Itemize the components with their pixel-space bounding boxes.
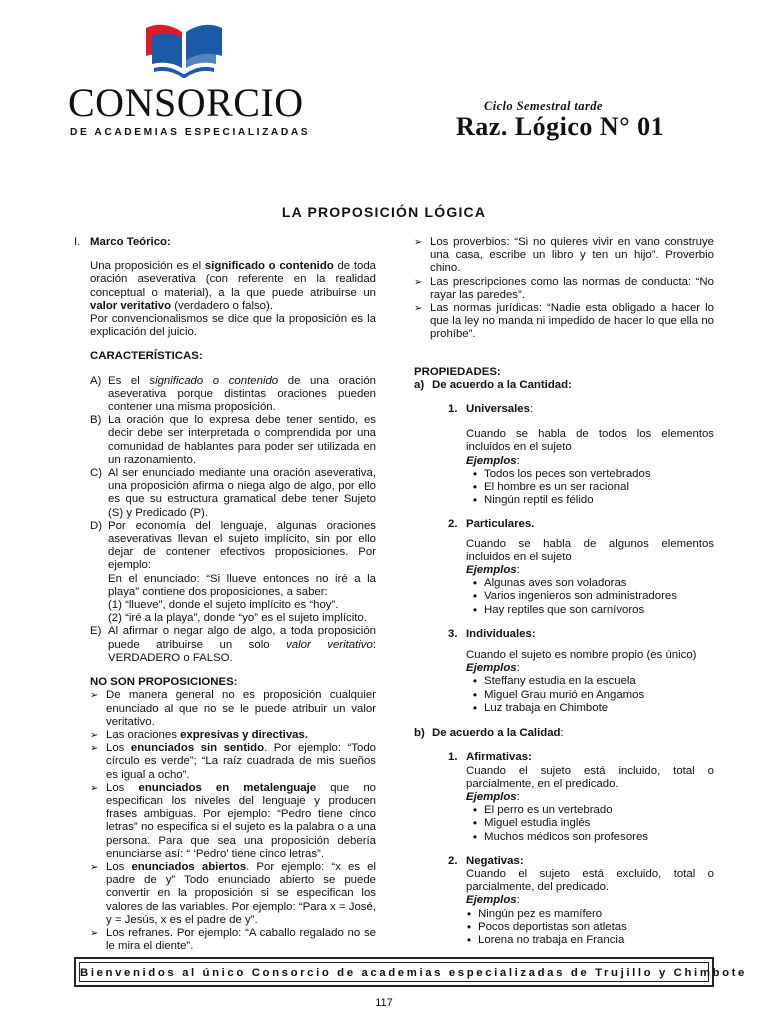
logo-subtitle: DE ACADEMIAS ESPECIALIZADAS — [70, 127, 311, 138]
list-item: • Luz trabaja en Chimbote — [472, 700, 609, 715]
examples-list — [466, 675, 714, 715]
non-propositions-heading: NO SON PROPOSICIONES: — [90, 676, 238, 689]
arrow-bullet-icon: ➢ — [414, 303, 423, 315]
arrow-bullet-icon: ➢ — [90, 690, 99, 702]
list-item: C) Al ser enunciado mediante una oración aseverativa, una proposición afirma o niega algo de algo, por ello es que su estructura gramatical debe tener Sujeto (S) y Predicado (P). — [90, 467, 376, 519]
list-item: ➢ De manera general no es proposición cualquier enunciado al que no se le puede atribuir un valor veritativo. — [90, 689, 376, 728]
arrow-bullet-icon: ➢ — [90, 729, 99, 741]
list-item: ➢ Las prescripciones como las normas de conducta: “No rayar las paredes”. — [414, 275, 714, 301]
arrow-bullet-icon: ➢ — [90, 927, 99, 939]
characteristics-list — [90, 375, 376, 665]
list-item: • Muchos médicos son profesores — [472, 829, 648, 844]
list-item: A) Es el significado o contenido de una oración aseverativa porque distintas oraciones pueden contener una misma proposición. — [90, 374, 377, 414]
item-heading: 2. Negativas: — [448, 854, 524, 867]
list-item: • Steffany estudia en la escuela — [472, 674, 636, 689]
arrow-bullet-icon: ➢ — [90, 861, 99, 873]
examples-list — [466, 804, 714, 844]
arrow-bullet-icon: ➢ — [90, 743, 99, 755]
list-item: • Algunas aves son voladoras — [472, 576, 627, 591]
item-text: Cuando el sujeto está incluido, total o parcialmente, en el predicado. — [466, 764, 714, 790]
list-item: • El perro es un vertebrado — [472, 803, 613, 818]
properties-heading: PROPIEDADES: — [414, 365, 501, 378]
item-text: Cuando el sujeto está excluido, total o parcialmente, del predicado. — [466, 867, 714, 894]
item-heading: 3. Individuales: — [448, 627, 536, 640]
footer-banner — [74, 957, 747, 987]
list-item: D) Por economía del lenguaje, algunas oraciones aseverativas llevan el sujeto implícito, sin por ello dejar de contener efectivos proposiciones. Por ejemplo: En el enunciado: “Si llueve entonces no iré a la playa” contiene dos proposiciones, a saber: (1) “llueve”, donde el sujeto implícito es “hoy”. (2) “iré a la playa”, donde “yo” es el sujeto implícito. — [90, 519, 376, 625]
list-item: • Miguel estudia inglés — [472, 816, 591, 831]
list-item: ➢ Los enunciados sin sentido. Por ejemplo: “Todo círculo es verde”; “La raíz cuadrada de mis sueños es igual a ocho”. — [90, 742, 376, 781]
book-logo-icon — [144, 22, 224, 82]
course-title: Raz. Lógico N° 01 — [456, 112, 665, 141]
list-item: ➢ Los refranes. Por ejemplo: “A caballo regalado no se le mira el diente”. — [90, 926, 376, 953]
characteristics-heading: CARACTERÍSTICAS: — [90, 350, 203, 363]
list-item: ➢ Los enunciados en metalenguaje que no especifican los niveles del lenguaje y producen frases ambiguas. Por ejemplo: “Pedro tiene cinco letras” no especifica si el sujeto es la palabra o a una persona. Para que sea una proposición debería enunciarse así: “ ‘Pedro’ tiene cinco letras”. — [90, 781, 376, 860]
list-item: • Ningún reptil es félido — [472, 493, 594, 508]
list-item: • Ningún pez es mamífero — [466, 906, 603, 921]
examples-label: Ejemplos: — [466, 790, 520, 803]
list-item: • Varios ingenieros son administradores — [472, 589, 677, 604]
list-item: ➢ Las oraciones expresivas y directivas. — [90, 728, 309, 741]
right-column — [414, 236, 714, 947]
examples-label: Ejemplos: — [466, 564, 520, 577]
intro-paragraph-2: Por convencionalismos se dice que la proposición es la explicación del juicio. — [90, 313, 376, 339]
intro-paragraph: Una proposición es el significado o contenido de toda oración aseverativa (con referente en la realidad conceptual o material), a la que puede atribuirse un valor veritativo (verdadero o falso). — [90, 260, 377, 312]
examples-list — [466, 468, 714, 508]
item-heading: 2. Particulares. — [448, 518, 535, 531]
examples-label: Ejemplos: — [466, 662, 520, 675]
subsection-heading: a) De acuerdo a la Cantidad: — [414, 378, 572, 391]
section-heading: I. Marco Teórico: — [74, 236, 171, 248]
list-item: ➢ Los enunciados abiertos. Por ejemplo: “x es el padre de y” Todo enunciado abierto se puede convertir en la proposición si se especifican los valores de las variables. Por ejemplo: “Para x = José, y = Jesús, x es el padre de y”. — [90, 860, 376, 926]
arrow-bullet-icon: ➢ — [414, 237, 423, 248]
examples-list — [460, 908, 714, 948]
item-heading: 1. Afirmativas: — [448, 751, 532, 764]
item-text: Cuando se habla de algunos elementos incluidos en el sujeto — [466, 537, 714, 563]
examples-label: Ejemplos: — [466, 894, 520, 907]
list-item: • Todos los peces son vertebrados — [472, 466, 651, 481]
document-title: LA PROPOSICIÓN LÓGICA — [281, 204, 487, 220]
non-propositions-list — [90, 689, 376, 953]
subsection-heading: b) De acuerdo a la Calidad: — [414, 727, 564, 740]
list-item: ➢ Los proverbios: “Si no quieres vivir en vano construye una casa, escribe un libro y ten un hijo”. Proverbio chino. — [414, 236, 714, 275]
list-item: • Lorena no trabaja en Francia — [466, 932, 625, 947]
list-item: • Miguel Grau murió en Angamos — [472, 687, 645, 702]
item-text: Cuando el sujeto es nombre propio (es único) — [466, 649, 697, 662]
item-heading: 1. Universales: — [448, 403, 534, 416]
arrow-bullet-icon: ➢ — [90, 782, 99, 794]
item-text: Cuando se habla de todos los elementos incluidos en el sujeto — [466, 428, 714, 454]
examples-label: Ejemplos: — [466, 454, 520, 467]
list-item: ➢ Las normas jurídicas: “Nadie esta obligado a hacer lo que la ley no manda ni impedido de hacer lo que ella no prohíbe”. — [414, 302, 714, 341]
logo — [68, 22, 311, 138]
arrow-bullet-icon: ➢ — [414, 276, 423, 288]
list-item: • Hay reptiles que son carnívoros — [472, 602, 645, 617]
left-column — [74, 236, 376, 953]
examples-list — [466, 577, 714, 617]
page-number: 117 — [375, 997, 393, 1009]
list-item: • El hombre es un ser racional — [472, 480, 629, 495]
cycle-label: Ciclo Semestral tarde — [484, 99, 603, 113]
logo-name: CONSORCIO — [68, 80, 304, 125]
list-item: E) Al afirmar o negar algo de algo, a toda proposición puede atribuirse un solo valor veritativo: VERDADERO o FALSO. — [90, 625, 376, 664]
list-item: B) La oración que lo expresa debe tener sentido, es decir debe ser interpretada o comprendida por una comunidad de hablantes para poder ser utilizada en un razonamiento. — [90, 414, 376, 466]
list-item: • Pocos deportistas son atletas — [466, 919, 627, 934]
footer-text: Bienvenidos al único Consorcio de academias especializadas de Trujillo y Chimbote — [79, 962, 709, 982]
